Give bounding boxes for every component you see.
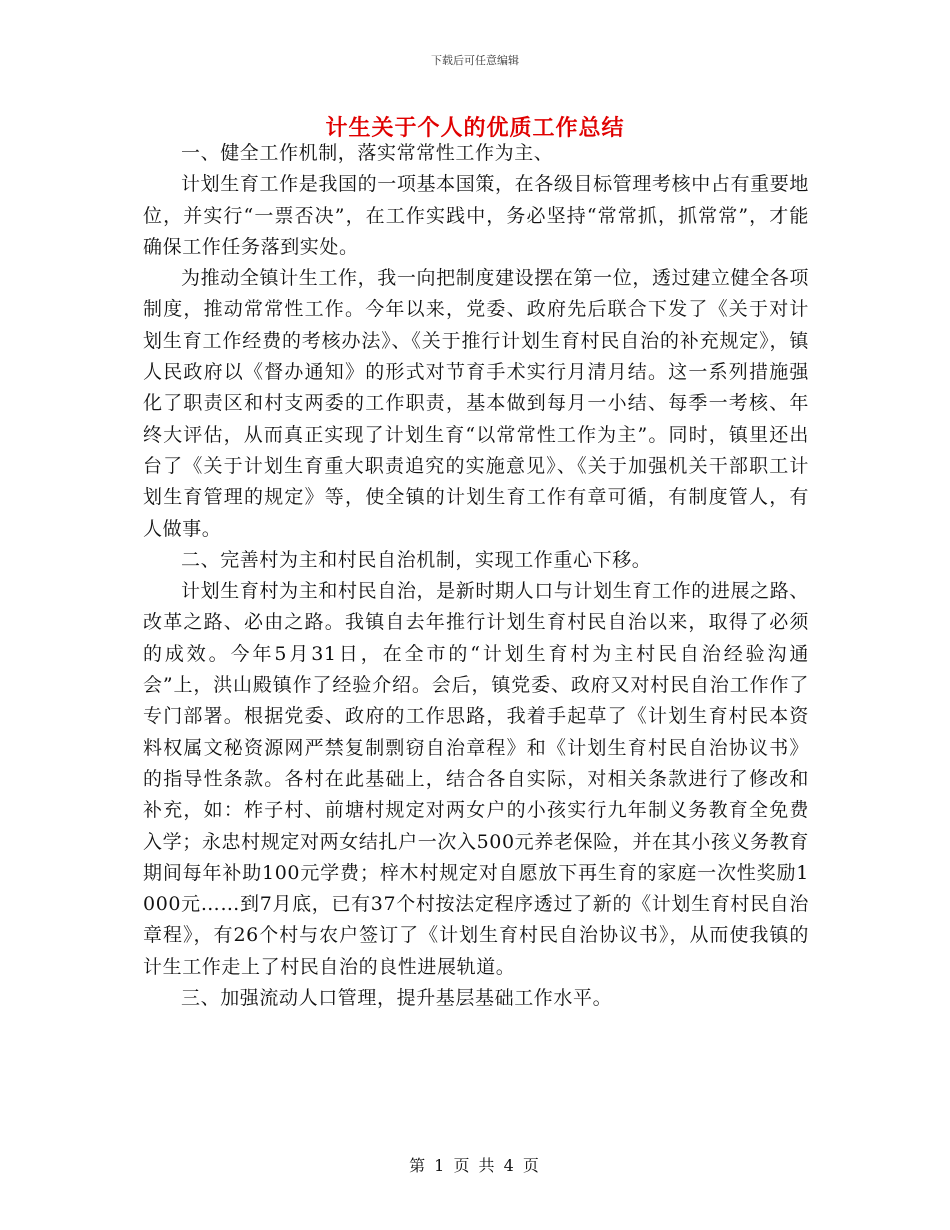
section-heading-2: 二、完善村为主和村民自治机制，实现工作重心下移。 bbox=[181, 548, 652, 571]
page-number-footer: 第 1 页 共 4 页 bbox=[409, 1156, 541, 1175]
body-paragraph: 为推动全镇计生工作，我一向把制度建设摆在第一位，透过建立健全各项制度，推动常常性工作。今年以来，党委、政府先后联合下发了《关于对计划生育工作经费的考核办法》、《关于推行计划生育村民自治的补充规定》，镇人民政府以《督办通知》的形式对节育手术实行月清月结。这一系列措施强化了职责区和村支两委的工作职责，基本做到每月一小结、每季一考核、年终大评估，从而真正实现了计划生育“以常常性工作为主”。同时，镇里还出台了《关于计划生育重大职责追究的实施意见》、《关于加强机关干部职工计划生育管理的规定》等，使全镇的计划生育工作有章可循，有制度管人，有人做事。 bbox=[143, 267, 809, 540]
body-paragraph: 计划生育村为主和村民自治，是新时期人口与计划生育工作的进展之路、改革之路、必由之路。我镇自去年推行计划生育村民自治以来，取得了必须的成效。今年5月31日，在全市的“计划生育村为主村民自治经验沟通会”上，洪山殿镇作了经验介绍。会后，镇党委、政府又对村民自治工作作了专门部署。根据党委、政府的工作思路，我着手起草了《计划生育村民本资料权属文秘资源网严禁复制剽窃自治章程》和《计划生育村民自治协议书》的指导性条款。各村在此基础上，结合各自实际，对相关条款进行了修改和补充，如：柞子村、前塘村规定对两女户的小孩实行九年制义务教育全免费入学；永忠村规定对两女结扎户一次入500元养老保险，并在其小孩义务教育期间每年补助100元学费；梓木村规定对自愿放下再生育的家庭一次性奖励1000元……到7月底，已有37个村按法定程序透过了新的《计划生育村民自治章程》，有26个村与农户签订了《计划生育村民自治协议书》，从而使我镇的计生工作走上了村民自治的良性进展轨道。 bbox=[143, 580, 809, 978]
header-note: 下载后可任意编辑 bbox=[431, 54, 519, 67]
body-paragraph: 计划生育工作是我国的一项基本国策，在各级目标管理考核中占有重要地位，并实行“一票否决”，在工作实践中，务必坚持“常常抓，抓常常”，才能确保工作任务落到实处。 bbox=[143, 173, 809, 258]
section-heading-1: 一、健全工作机制，落实常常性工作为主、 bbox=[181, 142, 554, 164]
document-body bbox=[143, 138, 809, 1014]
section-heading-3: 三、加强流动人口管理，提升基层基础工作水平。 bbox=[181, 987, 613, 1010]
document-title: 计生关于个人的优质工作总结 bbox=[325, 116, 625, 141]
